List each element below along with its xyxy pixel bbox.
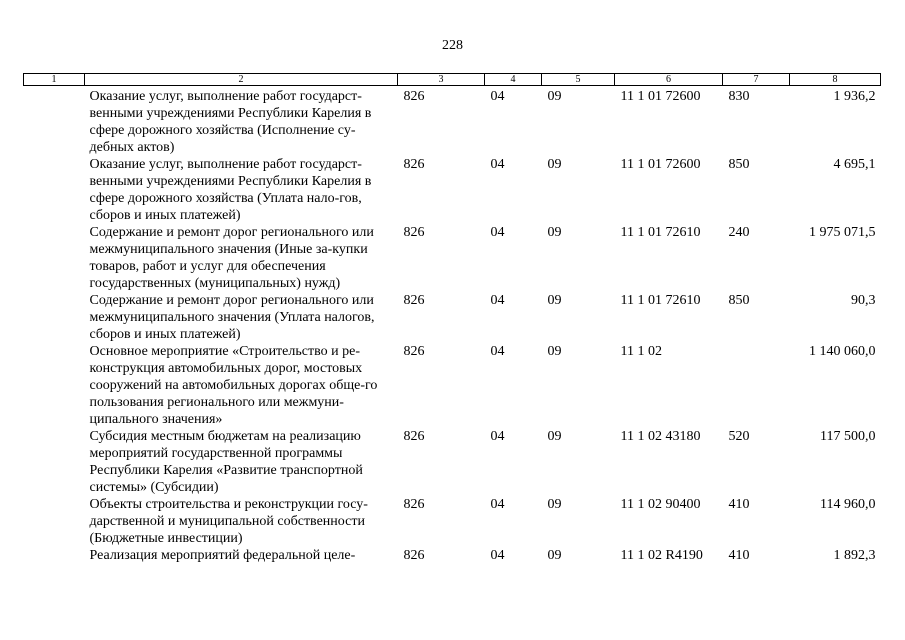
amount: 1 936,2	[833, 89, 876, 104]
row-name: Содержание и ремонт дорог регионального или межмуниципального значения (Иные за-купки товаров, работ и услуг для обеспечения государственных (муниципальных) нужд)	[89, 225, 374, 291]
column-header: 6	[615, 74, 723, 86]
subsection-code: 09	[547, 225, 562, 240]
ministry-code: 826	[403, 429, 425, 444]
ministry-code: 826	[403, 497, 425, 512]
amount: 4 695,1	[833, 157, 876, 172]
row-name: Основное мероприятие «Строительство и ре-конструкция автомобильных дорог, мостовых сооружений на автомобильных дорогах обще-го пользования регионального или межмуни-ципального значения»	[89, 344, 378, 427]
row-number-cell	[24, 496, 85, 547]
section-code: 04	[490, 157, 505, 172]
column-header: 2	[85, 74, 398, 86]
target-item-code: 11 1 01 72610	[620, 225, 701, 240]
subsection-code: 09	[547, 548, 562, 563]
amount: 1 975 071,5	[809, 225, 876, 240]
section-code: 04	[490, 344, 505, 359]
ministry-code: 826	[403, 157, 425, 172]
section-code: 04	[490, 89, 505, 104]
expense-type-code	[723, 343, 790, 428]
row-number-cell	[24, 86, 85, 157]
column-header: 5	[542, 74, 615, 86]
column-header: 8	[790, 74, 881, 86]
table-row	[24, 428, 881, 496]
target-item-code: 11 1 01 72600	[620, 157, 701, 172]
section-code: 04	[490, 497, 505, 512]
subsection-code: 09	[547, 429, 562, 444]
table-row	[24, 156, 881, 224]
target-item-code: 11 1 02	[620, 344, 662, 359]
row-number-cell	[24, 292, 85, 343]
row-name: Оказание услуг, выполнение работ государст-венными учреждениями Республики Карелия в сфере дорожного хозяйства (Уплата нало-гов, сборов и иных платежей)	[89, 157, 372, 223]
table-row	[24, 86, 881, 157]
row-name: Реализация мероприятий федеральной целе-	[89, 548, 356, 563]
section-code: 04	[490, 293, 505, 308]
column-numbers-row	[24, 74, 881, 86]
row-number-cell	[24, 156, 85, 224]
row-name: Объекты строительства и реконструкции госу-дарственной и муниципальной собственности (Бюджетные инвестиции)	[89, 497, 368, 546]
target-item-code: 11 1 02 R4190	[620, 548, 703, 563]
row-number-cell	[24, 224, 85, 292]
row-name: Содержание и ремонт дорог регионального или межмуниципального значения (Уплата налогов, сборов и иных платежей)	[89, 293, 375, 342]
target-item-code: 11 1 01 72610	[620, 293, 701, 308]
table-row	[24, 496, 881, 547]
row-name: Оказание услуг, выполнение работ государст-венными учреждениями Республики Карелия в сфере дорожного хозяйства (Исполнение су-дебных актов)	[89, 89, 372, 155]
table-row	[24, 224, 881, 292]
subsection-code: 09	[547, 293, 562, 308]
target-item-code: 11 1 02 43180	[620, 429, 701, 444]
expense-type-code: 830	[728, 89, 750, 104]
target-item-code: 11 1 01 72600	[620, 89, 701, 104]
page-number: 228	[442, 38, 463, 53]
section-code: 04	[490, 225, 505, 240]
table-row	[24, 547, 881, 564]
amount: 90,3	[851, 293, 876, 308]
ministry-code: 826	[403, 293, 425, 308]
amount: 1 892,3	[833, 548, 876, 563]
ministry-code: 826	[403, 89, 425, 104]
amount: 117 500,0	[820, 429, 876, 444]
expense-type-code: 520	[728, 429, 750, 444]
amount: 114 960,0	[820, 497, 876, 512]
expense-type-code: 410	[728, 548, 750, 563]
ministry-code: 826	[403, 548, 425, 563]
subsection-code: 09	[547, 497, 562, 512]
row-number-cell	[24, 547, 85, 564]
section-code: 04	[490, 429, 505, 444]
row-number-cell	[24, 428, 85, 496]
budget-table	[23, 73, 881, 564]
ministry-code: 826	[403, 225, 425, 240]
expense-type-code: 850	[728, 293, 750, 308]
table-row	[24, 292, 881, 343]
expense-type-code: 240	[728, 225, 750, 240]
subsection-code: 09	[547, 344, 562, 359]
column-header: 7	[723, 74, 790, 86]
amount: 1 140 060,0	[809, 344, 876, 359]
row-name: Субсидия местным бюджетам на реализацию мероприятий государственной программы Республики Карелия «Развитие транспортной системы» (Субсидии)	[89, 429, 363, 495]
target-item-code: 11 1 02 90400	[620, 497, 701, 512]
expense-type-code: 850	[728, 157, 750, 172]
ministry-code: 826	[403, 344, 425, 359]
expense-type-code: 410	[728, 497, 750, 512]
section-code: 04	[490, 548, 505, 563]
row-number-cell	[24, 343, 85, 428]
column-header: 3	[398, 74, 485, 86]
column-header: 1	[24, 74, 85, 86]
column-header: 4	[485, 74, 542, 86]
subsection-code: 09	[547, 157, 562, 172]
subsection-code: 09	[547, 89, 562, 104]
table-row	[24, 343, 881, 428]
